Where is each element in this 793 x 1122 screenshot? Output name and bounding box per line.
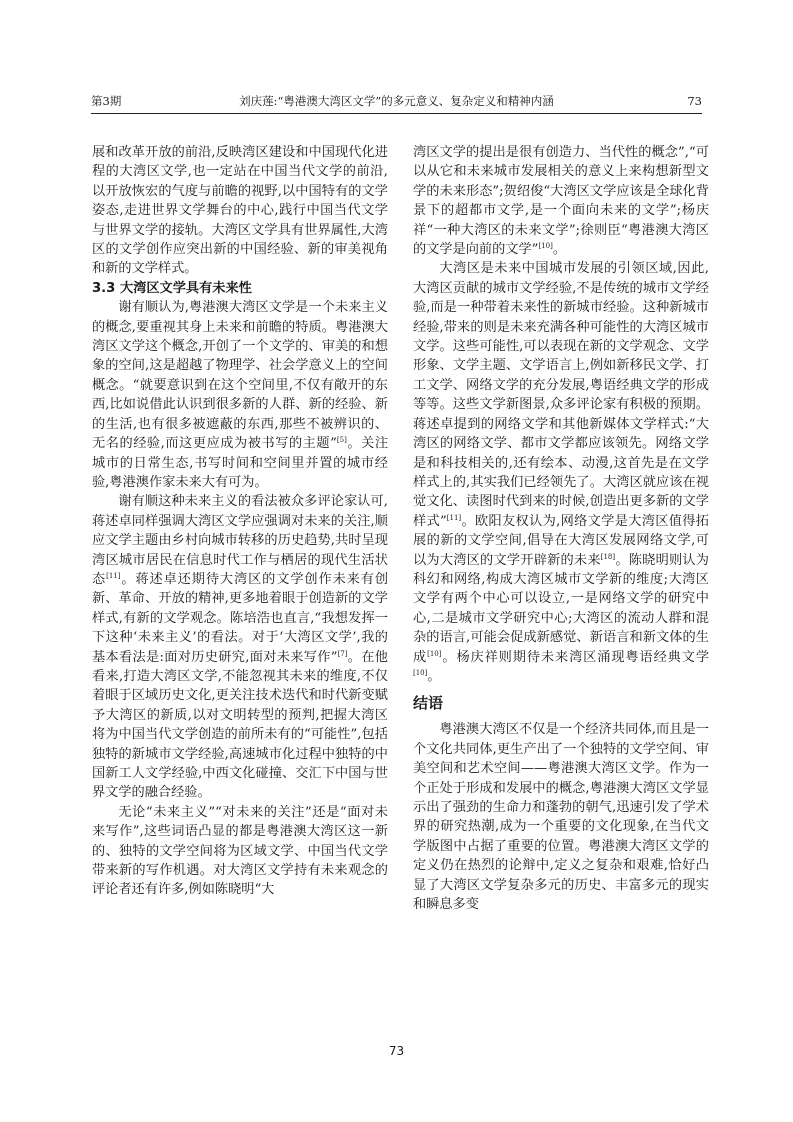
left-column: [92, 143, 388, 900]
right-column: [413, 143, 709, 914]
header-rule: [91, 113, 702, 114]
paragraph: 展和改革开放的前沿,反映湾区建设和中国现代化进程的大湾区文学,也一定站在中国当代文学的前沿,以开放恢宏的气度与前瞻的视野,以中国特有的文学姿态,走进世界文学舞台的中心,践行中国当代文学与世界文学的接轨。大湾区文学具有世界属性,大湾区的文学创作应突出新的中国经验、新的审美视角和新的文学样式。: [92, 145, 388, 277]
issue-label: 第3期: [91, 94, 122, 108]
running-title: 刘庆莲:“粤港澳大湾区文学”的多元意义、复杂定义和精神内涵: [239, 94, 554, 108]
footer-page-number: 73: [388, 1044, 405, 1058]
citation-ref: [7]: [337, 649, 348, 658]
running-header: [91, 92, 702, 110]
citation-ref: [10]: [413, 668, 428, 677]
citation-ref: [18]: [600, 552, 616, 561]
citation-ref: [10]: [538, 242, 553, 251]
paragraph: 谢有顺认为,粤港澳大湾区文学是一个未来主义的概念,要重视其身上未来和前瞻的特质。粤港澳大湾区文学这个概念,开创了一个文学的、审美的和想象的空间,这是超越了物理学、社会学意义上的空间概念。“就要意识到在这个空间里,不仅有敞开的东西,比如说借此认识到很多新的人群、新的经验、新的生活,也有很多被遮蔽的东西,那些不被辨识的、无名的经验,而这更应成为被书写的主题”[5]。关注城市的日常生态,书写时间和空间里并置的城市经验,粤港澳作家未来大有可为。: [92, 300, 389, 490]
paragraph: 谢有顺这种未来主义的看法被众多评论家认可,蒋述卓同样强调大湾区文学应强调对未来的关注,顺应文学主题由乡村向城市转移的历史趋势,共时呈现湾区城市居民在信息时代工作与栖居的现代生活状态[11]。蒋述卓还期待大湾区的文学创作未来有创新、革命、开放的精神,更多地着眼于创造新的文学样式,有新的文学观念。陈培浩也直言,“我想发挥一下这种‘未来主义’的看法。对于‘大湾区文学’,我的基本看法是:面对历史研究,面对未来写作”[7]。在他看来,打造大湾区文学,不能忽视其未来的维度,不仅着眼于区域历史文化,更关注技术迭代和时代新变赋予大湾区的新质,以对文明转型的预判,把握大湾区将为中国当代文学创造的前所未有的“可能性”,包括独特的新城市文学经验,高速城市化过程中独特的中国新工人文学经验,中西文化碰撞、交汇下中国与世界文学的融合经验。: [92, 494, 389, 801]
citation-ref: [5]: [336, 436, 347, 445]
citation-ref: [11]: [106, 571, 121, 580]
paragraph: 粤港澳大湾区不仅是一个经济共同体,而且是一个文化共同体,更生产出了一个独特的文学空间、审美空间和艺术空间——粤港澳大湾区文学。作为一个正处于形成和发展中的概念,粤港澳大湾区文学显示出了强劲的生命力和蓬勃的朝气,迅速引发了学术界的研究热潮,成为一个重要的文化现象,在当代文学版图中占据了重要的位置。粤港澳大湾区文学的定义仍在热烈的论辩中,定义之复杂和艰难,恰好凸显了大湾区文学复杂多元的历史、丰富多元的现实和瞬息多变: [413, 722, 709, 913]
conclusion-heading: 结语: [413, 694, 444, 713]
citation-ref: [11]: [446, 513, 462, 522]
citation-ref: [10]: [427, 649, 442, 658]
section-heading: 3.3 大湾区文学具有未来性: [92, 280, 252, 296]
paragraph: 无论“未来主义”“对未来的关注”还是“面对未来写作”,这些词语凸显的都是粤港澳大湾区这一新的、独特的文学空间将为区域文学、中国当代文学带来新的写作机遇。对大湾区文学持有未来观念的评论者还有许多,例如陈晓明“大: [92, 804, 388, 898]
paragraph: 大湾区是未来中国城市发展的引领区域,因此,大湾区贡献的城市文学经验,不是传统的城市文学经验,而是一种带着未来性的新城市经验。这种新城市经验,带来的则是未来充满各种可能性的大湾区城市文学。这些可能性,可以表现在新的文学观念、文学形象、文学主题、文学语言上,例如新移民文学、打工文学、网络文学的充分发展,粤语经典文学的形成等等。这些文学新图景,众多评论家有积极的预期。蒋述卓提到的网络文学和其他新媒体文学样式:“大湾区的网络文学、都市文学都应该领先。网络文学是和科技相关的,还有绘本、动漫,这首先是在文学样式上的,其实我们已经领先了。大湾区就应该在视觉文化、读图时代到来的时候,创造出更多新的文学样式”[11]。欧阳友权认为,网络文学是大湾区值得拓展的新的文学空间,倡导在大湾区发展网络文学,可以为大湾区的文学开辟新的未来[18]。陈晓明则认为科幻和网络,构成大湾区城市文学新的维度;大湾区文学有两个中心可以设立,一是网络文学的研究中心,二是城市文学研究中心;大湾区的流动人群和混杂的语言,可能会促成新感觉、新语言和新文体的生成[10]。杨庆祥则期待未来湾区涌现粤语经典文学[10]。: [413, 261, 710, 684]
paragraph: 湾区文学的提出是很有创造力、当代性的概念”,“可以从它和未来城市发展相关的意义上来构想新型文学的未来形态”;贺绍俊“大湾区文学应该是全球化背景下的超都市文学,是一个面向未来的文学”;杨庆祥“一种大湾区的未来文学”;徐则臣“粤港澳大湾区的文学是向前的文学”[10]。: [413, 145, 709, 258]
header-page-number: 73: [687, 94, 702, 108]
